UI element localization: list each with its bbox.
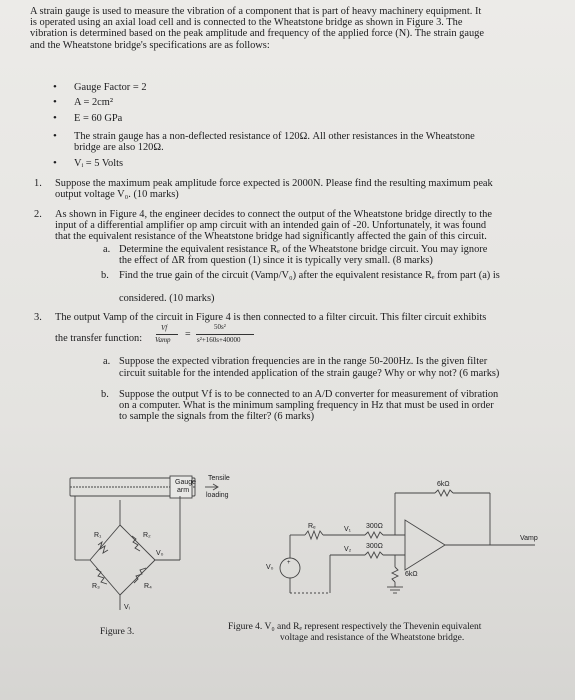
question-2b-label: b.: [101, 270, 109, 281]
intro-line: A strain gauge is used to measure the vibration of a component that is part of heavy machinery equipment. It: [30, 6, 482, 17]
tf-lhs-num: Vf: [161, 324, 168, 332]
question-1-line: Suppose the maximum peak amplitude force expected is 2000N. Please find the resulting maximum peak: [55, 178, 493, 189]
question-3b-line: on a computer. What is the minimum sampling frequency in Hz that must be used in order: [119, 400, 494, 412]
r-fb-label: 6kΩ: [437, 481, 450, 488]
figure-4-diagram: [255, 475, 555, 615]
question-2-line: input of a differential amplifier op amp circuit with an intended gain of -20. Unfortunately, it was found: [55, 220, 487, 232]
bullet-text: bridge are also 120Ω.: [74, 142, 164, 153]
bullet-item: • Vᵢ = 5 Volts: [53, 157, 124, 169]
transfer-function-prefix: the transfer function:: [55, 333, 143, 344]
tensile-label-2: loading: [206, 492, 229, 499]
tf-rhs-den: s²+160s+40000: [197, 336, 241, 344]
vi-label: Vᵢ: [124, 604, 130, 611]
r1-label: R₁: [94, 532, 102, 539]
tf-lhs-bar: [156, 334, 178, 335]
v1-label: V₁: [344, 526, 352, 533]
tf-rhs-bar: [196, 334, 254, 335]
question-3a-line: circuit suitable for the intended application of the strain gauge? Why or why not? (6 marks): [119, 368, 500, 380]
question-3-number: 3.: [34, 312, 42, 323]
question-3b-body: [119, 389, 498, 423]
question-3b-line: to sample the signals from the filter? (6 marks): [119, 411, 315, 423]
figure-3-caption: Figure 3.: [100, 627, 135, 637]
question-1-line: output voltage V₀. (10 marks): [55, 189, 179, 200]
r-gnd-label: 6kΩ: [405, 571, 418, 578]
question-2a-line: the effect of ΔR from question (1) since it is typically very small. (8 marks): [119, 255, 433, 267]
r2-label: R₂: [143, 532, 151, 539]
question-3b-label: b.: [101, 389, 109, 400]
tf-rhs-num: 50s²: [214, 323, 226, 331]
figure-3-diagram: [60, 470, 260, 620]
vo-source-plus: +: [287, 560, 291, 566]
question-3-line: The output Vamp of the circuit in Figure 4 is then connected to a filter circuit. This filter circuit exhibits: [55, 312, 487, 323]
question-2b-line: Find the true gain of the circuit (Vamp/V₀) after the equivalent resistance Rₑ from part (a) is: [119, 270, 500, 281]
r-top-label: 300Ω: [366, 523, 383, 530]
question-3a-body: [119, 356, 499, 379]
intro-line: vibration is determined based on the peak amplitude and frequency of the applied force (N). The strain gauge: [30, 28, 484, 40]
question-3a-label: a.: [103, 356, 111, 367]
r-bot-label: 300Ω: [366, 543, 383, 550]
figure-4-caption: [228, 622, 481, 644]
question-2-body: [55, 209, 492, 243]
gauge-label-2: arm: [177, 487, 190, 494]
bullet-text: Vᵢ = 5 Volts: [74, 158, 124, 169]
question-2-number: 2.: [34, 209, 42, 220]
intro-paragraph: [30, 6, 484, 51]
question-2a-label: a.: [103, 244, 111, 255]
tensile-label: Tensile: [208, 475, 230, 482]
r3-label: R₃: [92, 583, 100, 590]
r4-label: R₄: [144, 583, 152, 590]
bullet-text: Gauge Factor = 2: [74, 82, 147, 93]
question-2a-line: Determine the equivalent resistance Rₑ of the Wheatstone bridge circuit. You may ignore: [119, 244, 488, 255]
bullet-item: • A = 2cm²: [53, 96, 113, 108]
intro-line: is operated using an axial load cell and is connected to the Wheatstone bridge as shown in Figure 3. The: [30, 17, 463, 29]
tf-equals: =: [185, 329, 191, 340]
vo-label: V₀: [266, 564, 274, 571]
tf-lhs-den: Vamp: [155, 336, 171, 344]
question-2a-body: [119, 244, 487, 266]
re-label: Rₑ: [308, 523, 316, 530]
figure-4-caption-line: voltage and resistance of the Wheatstone bridge.: [280, 633, 465, 643]
question-2b-line: considered. (10 marks): [119, 293, 215, 304]
vo-label: V₀: [156, 550, 164, 557]
bullet-item: • E = 60 GPa: [53, 112, 123, 124]
question-2-line: As shown in Figure 4, the engineer decides to connect the output of the Wheatstone bridge directly to the: [55, 209, 492, 220]
transfer-function: [152, 322, 292, 352]
question-3b-line: Suppose the output Vf is to be connected to an A/D converter for measurement of vibration: [119, 389, 499, 400]
gauge-label: Gauge: [175, 479, 197, 486]
bullet-item: • The strain gauge has a non-deflected resistance of 120Ω. All other resistances in the Wheatstone: [53, 130, 475, 142]
question-1-number: 1.: [34, 178, 42, 189]
figure-4: [255, 475, 555, 615]
bullet-text: E = 60 GPa: [74, 113, 123, 124]
bullet-item: • Gauge Factor = 2: [53, 81, 147, 93]
figure-3: [60, 470, 260, 620]
bullet-text: A = 2cm²: [74, 97, 113, 108]
v2-label: V₂: [344, 546, 352, 553]
figure-4-caption-line: Figure 4. V₀ and Rₑ represent respectively the Thevenin equivalent: [228, 622, 482, 632]
vamp-label: Vamp: [520, 535, 538, 542]
bullet-continuation: [74, 142, 164, 153]
question-3a-line: Suppose the expected vibration frequencies are in the range 50-200Hz. Is the given filter: [119, 356, 488, 367]
bullet-text: The strain gauge has a non-deflected resistance of 120Ω. All other resistances in the Wheatstone: [74, 131, 475, 142]
intro-line: and the Wheatstone bridge's specifications are as follows:: [30, 39, 270, 51]
question-2-line: that the equivalent resistance of the Wheatstone bridge had significantly affected the gain of this circuit.: [55, 231, 487, 243]
